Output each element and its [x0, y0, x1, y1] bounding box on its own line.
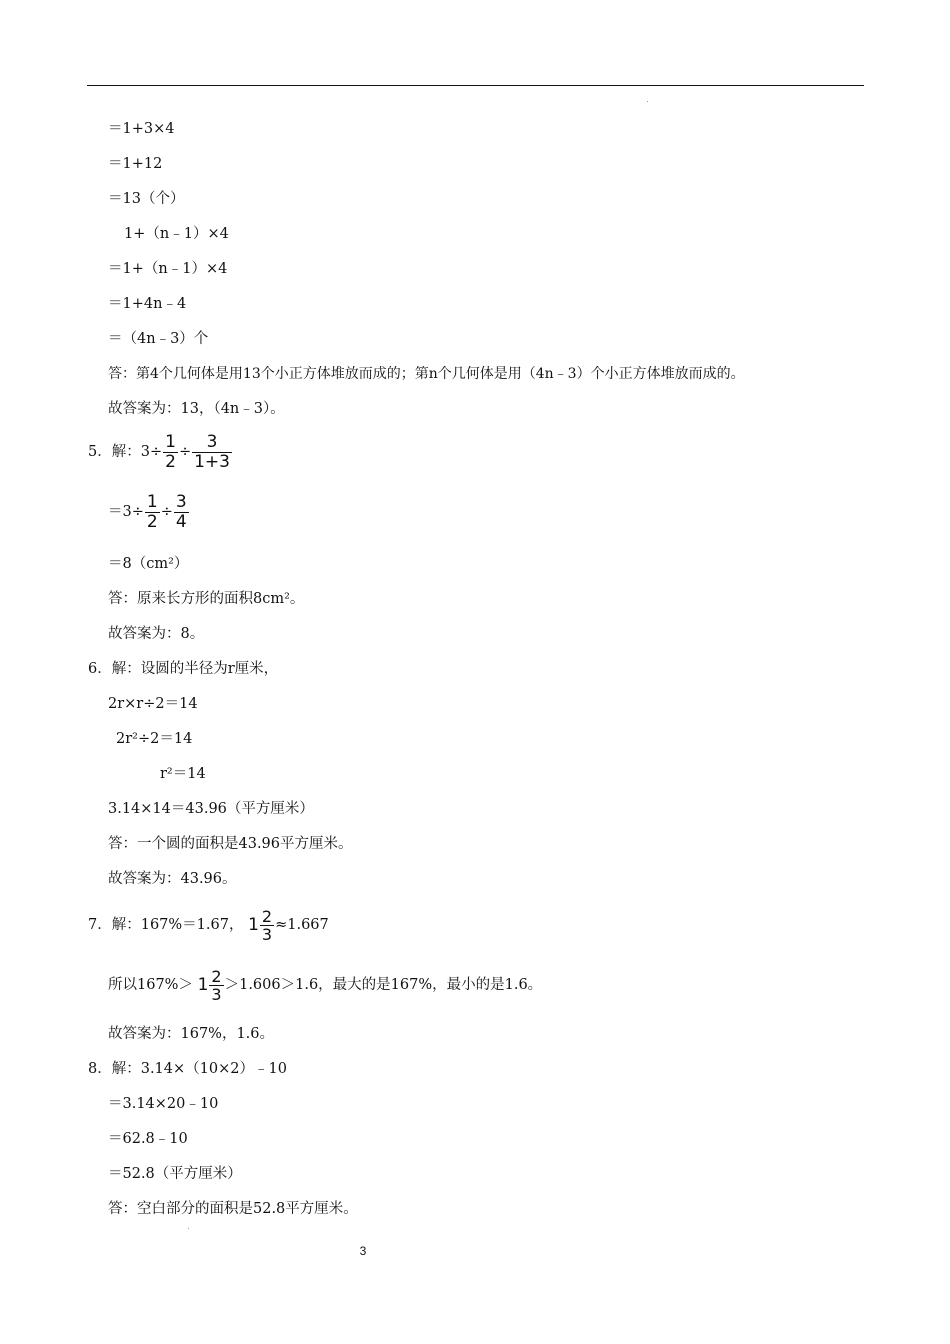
- fraction-denominator: 1+3: [194, 451, 230, 472]
- q5-prefix: 5．解：3÷: [88, 444, 163, 460]
- q5-step-3: ＝8（cm²）: [108, 556, 189, 572]
- q4-step-line: ＝（4n﹣3）个: [108, 331, 209, 347]
- q4-step-line: ＝1+12: [108, 156, 163, 172]
- q6-line-3: 2r²÷2＝14: [116, 731, 193, 747]
- fraction-denominator: 3: [211, 984, 222, 1004]
- q5-fraction-4: [174, 493, 189, 532]
- fraction-numerator: 1: [165, 431, 176, 452]
- q5-fraction-1: [163, 433, 178, 472]
- q8-line-4: ＝52.8（平方厘米）: [108, 1166, 242, 1182]
- q5-fraction-3: [145, 493, 160, 532]
- q7-suffix: ≈1.667: [275, 917, 329, 933]
- q8-answer: 答：空白部分的面积是52.8平方厘米。: [108, 1201, 358, 1217]
- header-rule: [87, 85, 864, 86]
- q5-fraction-2: [192, 433, 232, 472]
- q5-line-2: [108, 492, 190, 532]
- fraction-numerator: 1: [146, 491, 158, 512]
- q6-line-5: 3.14×14＝43.96（平方厘米）: [108, 801, 314, 817]
- q8-line-3: ＝62.8﹣10: [108, 1131, 188, 1147]
- q4-step-line: ＝1+（n﹣1）×4: [108, 261, 228, 277]
- fraction-numerator: 2: [211, 966, 222, 986]
- divide-sign: ÷: [178, 444, 192, 460]
- q4-answer: 答：第4个几何体是用13个小正方体堆放而成的；第n个几何体是用（4n﹣3）个小正方体堆放而成的。: [108, 366, 745, 382]
- mixed-whole: 1: [197, 975, 209, 995]
- q4-step-line: ＝1+3×4: [108, 121, 175, 137]
- mixed-fraction: [260, 908, 274, 943]
- q7-l2-suffix: ＞1.606＞1.6，最大的是167%，最小的是1.6。: [224, 977, 543, 993]
- q5-answer: 答：原来长方形的面积8cm²。: [108, 591, 305, 607]
- q5-line-1: [88, 432, 233, 472]
- mixed-whole: 1: [248, 915, 259, 935]
- fraction-numerator: 3: [175, 491, 187, 512]
- q7-line-1: [88, 905, 329, 945]
- fraction-denominator: 2: [146, 511, 158, 532]
- speck: [647, 101, 648, 102]
- q7-mixed-number-2: [198, 965, 225, 1005]
- fraction-numerator: 2: [261, 906, 273, 926]
- q6-answer: 答：一个圆的面积是43.96平方厘米。: [108, 836, 353, 852]
- q8-line-1: 8．解：3.14×（10×2）﹣10: [88, 1061, 287, 1077]
- q5-final-answer: 故答案为：8。: [108, 626, 205, 642]
- q5-step2-prefix: ＝3÷: [108, 504, 144, 520]
- q6-line-2: 2r×r÷2＝14: [108, 696, 198, 712]
- fraction-denominator: 4: [175, 511, 187, 532]
- fraction-denominator: 3: [261, 924, 273, 944]
- q8-line-2: ＝3.14×20﹣10: [108, 1096, 219, 1112]
- q7-l2-prefix: 所以167%＞: [108, 977, 193, 993]
- q7-final-answer: 故答案为：167%，1.6。: [108, 1026, 275, 1042]
- q7-prefix: 7．解：167%＝1.67，: [88, 917, 244, 933]
- q4-step-line: ＝13（个）: [108, 191, 185, 207]
- divide-sign: ÷: [160, 504, 173, 520]
- q7-mixed-number: [248, 905, 275, 945]
- q6-line-1: 6．解：设圆的半径为r厘米，: [88, 661, 279, 677]
- q4-step-line: ＝1+4n﹣4: [108, 296, 187, 312]
- q7-line-2: [108, 965, 542, 1005]
- fraction-numerator: 3: [206, 431, 218, 452]
- q6-final-answer: 故答案为：43.96。: [108, 871, 237, 887]
- q6-line-4: r²＝14: [160, 766, 206, 782]
- fraction-denominator: 2: [165, 451, 176, 472]
- mixed-fraction: [209, 968, 223, 1003]
- page-number: 3: [359, 1244, 367, 1258]
- speck: [188, 1228, 189, 1229]
- q4-step-line: 1+（n﹣1）×4: [124, 226, 229, 242]
- q4-final-answer: 故答案为：13，（4n﹣3）。: [108, 401, 285, 417]
